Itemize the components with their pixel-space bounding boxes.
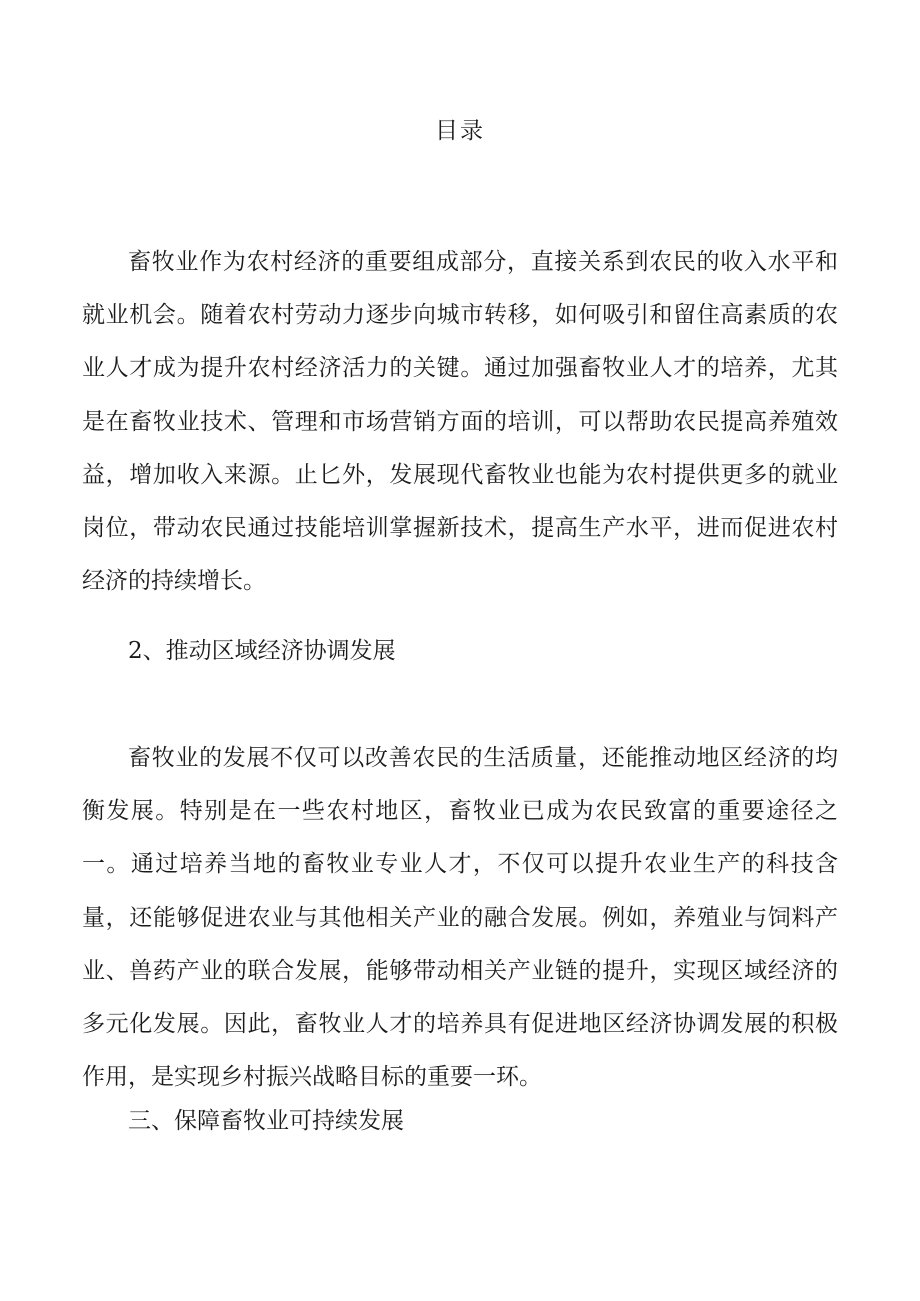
body-paragraph-regional-economy: 畜牧业的发展不仅可以改善农民的生活质量，还能推动地区经济的均衡发展。特别是在一些农村地区，畜牧业已成为农民致富的重要途径之一。通过培养当地的畜牧业专业人才，不仅可以提升农业生产的科技含量，还能够促进农业与其他相关产业的融合发展。例如，养殖业与饲料产业、兽药产业的联合发展，能够带动相关产业链的提升，实现区域经济的多元化发展。因此，畜牧业人才的培养具有促进地区经济协调发展的积极作用，是实现乡村振兴战略目标的重要一环。: [82, 745, 838, 1091]
body-paragraph-rural-income: 畜牧业作为农村经济的重要组成部分，直接关系到农民的收入水平和就业机会。随着农村劳动力逐步向城市转移，如何吸引和留住高素质的农业人才成为提升农村经济活力的关键。通过加强畜牧业人才的培养，尤其是在畜牧业技术、管理和市场营销方面的培训，可以帮助农民提高养殖效益，增加收入来源。止匕外，发展现代畜牧业也能为农村提供更多的就业岗位，带动农民通过技能培训掌握新技术，提高生产水平，进而促进农村经济的持续增长。: [82, 249, 838, 595]
section-heading-sustainable-development: 三、保障畜牧业可持续发展: [128, 1108, 404, 1134]
section-heading-regional-development: 2、推动区域经济协调发展: [128, 638, 396, 664]
page-title: 目录: [435, 118, 485, 144]
